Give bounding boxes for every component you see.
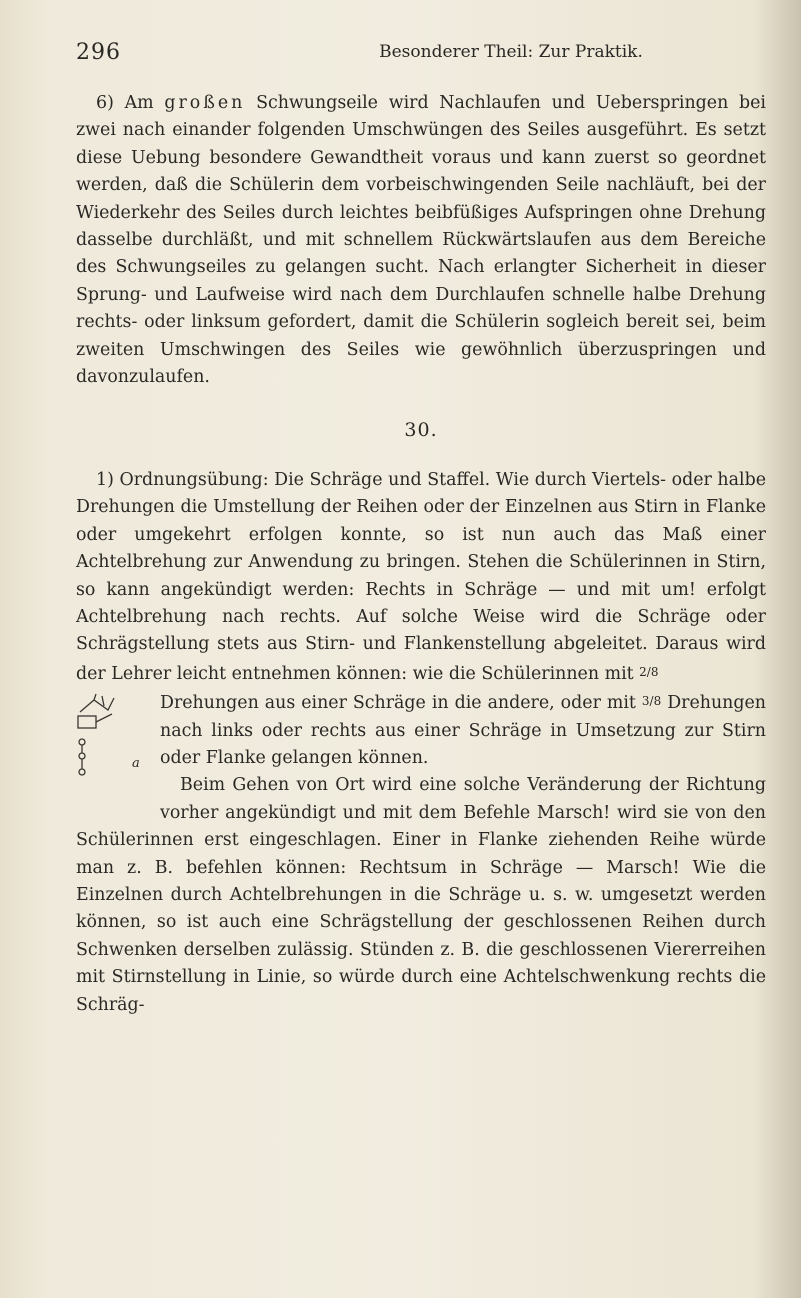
para1-text-b: Drehungen aus einer Schräge in die andere, oder mit (160, 693, 642, 714)
para1-term: Ordnungsübung (119, 469, 263, 490)
section-number: 30. (404, 419, 438, 442)
fraction-two-eighths: 2/8 (639, 664, 659, 679)
para1-marker: 1) (96, 469, 120, 490)
running-head: Besonderer Theil: Zur Praktik. (379, 42, 643, 62)
para6-spaced-word: großen (164, 93, 246, 113)
para6-text: Schwungseile wird Nachlaufen und Ueberspringen bei zwei nach einander folgenden Umschwüngen des Seiles ausgeführt. Es setzt diese Uebung besondere Gewandtheit voraus und kann zuerst so geordnet werden, daß die Schülerin dem vorbeischwingenden Seile nachläuft, bei der Wiederkehr des Seiles durch leichtes beibfüßiges Aufspringen ohne Drehung dasselbe durchläßt, und mit schnellem Rückwärtslaufen aus dem Bereiche des Schwungseiles zu gelangen sucht. Nach erlangter Sicherheit in dieser Sprung- und Laufweise wird nach dem Durchlaufen schnelle halbe Drehung rechts- oder linksum gefordert, damit die Schülerin sogleich bereit sei, beim zweiten Umschwingen des Seiles wie gewöhnlich überzuspringen und davonzulaufen. (76, 93, 766, 388)
stance-diagram-icon (74, 692, 150, 802)
page-number: 296 (76, 40, 121, 65)
fraction-three-eighths: 3/8 (641, 694, 662, 709)
para1-text-a: : Die Schräge und Staffel. Wie durch Viertels- oder halbe Drehungen die Umstellung der Reihen oder der Einzelnen aus Stirn in Flanke oder umgekehrt erfolgen konnte, so ist nun auch das Maß einer Achtelbrehung zur Anwendung zu bringen. Stehen die Schülerinnen in Stirn, so kann angekündigt werden: Rechts in Schräge — und mit um! erfolgt Achtelbrehung nach rechts. Auf solche Weise wird die Schräge oder Schrägstellung stets aus Stirn- und Flankenstellung abgeleitet. Daraus wird der Lehrer leicht entnehmen können: wie die Schülerinnen mit (76, 469, 766, 684)
paragraph-1 (76, 467, 766, 772)
stance-figure (74, 692, 150, 802)
page-header (76, 38, 766, 70)
paragraph-2: Beim Gehen von Ort wird eine solche Veränderung der Richtung vorher angekündigt und mit dem Befehle Marsch! wird sie von den Schülerinnen erst eingeschlagen. Einer in Flanke ziehenden Reihe würde man z. B. befehlen können: Rechtsum in Schräge — Marsch! Wie die Einzelnen durch Achtelbrehungen in die Schräge u. s. w. umgesetzt werden können, so ist auch eine Schrägstellung der geschlossenen Reihen durch Schwenken derselben zulässig. Stünden z. B. die geschlossenen Viererreihen mit Stirnstellung in Linie, so würde durch eine Achtelschwenkung rechts die Schräg- (76, 775, 766, 1015)
para6-marker: 6) Am (96, 93, 165, 113)
body-text (76, 90, 766, 1019)
figure-caption: a (132, 756, 140, 772)
para1-text-c: Drehungen nach links oder rechts aus einer Schräge in Umsetzung zur Stirn oder Flanke gelangen können. (160, 693, 766, 768)
paragraph-6 (76, 90, 766, 391)
